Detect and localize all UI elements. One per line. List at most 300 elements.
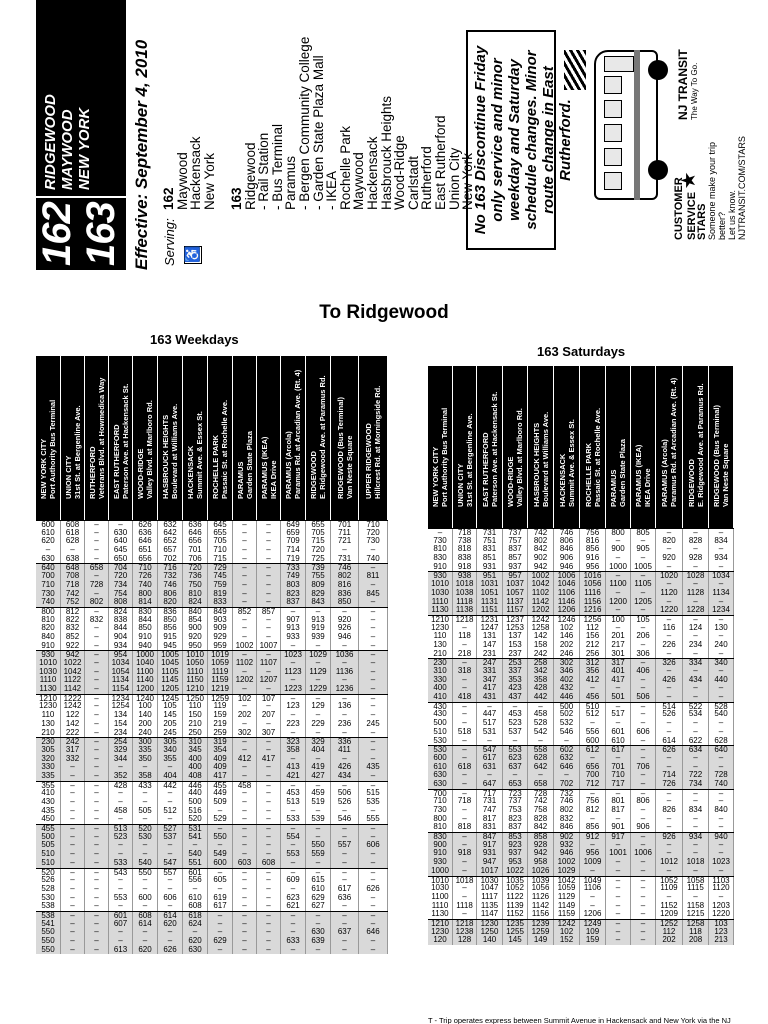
table-cell: – bbox=[331, 729, 359, 738]
route-place: RIDGEWOOD bbox=[42, 94, 59, 190]
table-cell: 234 bbox=[109, 729, 133, 738]
table-cell: 633 bbox=[281, 937, 306, 946]
table-cell: – bbox=[233, 763, 257, 772]
table-cell: – bbox=[554, 771, 580, 780]
table-cell: 658 bbox=[528, 780, 554, 789]
served-place: - IKEA bbox=[324, 170, 340, 210]
table-cell: 142 bbox=[528, 632, 554, 641]
table-row bbox=[36, 520, 388, 529]
table-cell: 645 bbox=[208, 521, 233, 529]
table-cell: – bbox=[606, 902, 631, 911]
table-cell: 358 bbox=[528, 676, 554, 685]
table-cell: 740 bbox=[133, 581, 158, 590]
table-cell: 820 bbox=[36, 624, 61, 633]
table-cell: – bbox=[606, 936, 631, 945]
table-cell: 818 bbox=[453, 823, 477, 832]
table-cell: 1040 bbox=[133, 659, 158, 668]
table-cell: 1218 bbox=[453, 616, 477, 624]
table-cell: 312 bbox=[580, 659, 606, 667]
table-cell: 555 bbox=[359, 815, 388, 824]
table-row bbox=[36, 711, 388, 720]
table-cell: 210 bbox=[428, 650, 453, 659]
table-cell: 1222 bbox=[61, 695, 85, 703]
table-cell: 513 bbox=[281, 798, 306, 807]
table-cell: 856 bbox=[580, 545, 606, 554]
table-cell: – bbox=[281, 608, 306, 616]
table-cell: – bbox=[631, 920, 656, 928]
table-cell: 332 bbox=[61, 755, 85, 764]
table-cell: 720 bbox=[183, 564, 208, 572]
table-cell: – bbox=[631, 737, 656, 746]
column-name: WOOD-RIDGE bbox=[136, 448, 145, 499]
table-cell: 630 bbox=[183, 946, 208, 955]
table-cell: – bbox=[158, 928, 183, 937]
table-cell: 1000 bbox=[606, 563, 631, 572]
table-cell: 646 bbox=[554, 763, 580, 772]
table-cell: 541 bbox=[183, 833, 208, 842]
table-cell: 953 bbox=[503, 858, 528, 867]
table-cell: – bbox=[331, 782, 359, 790]
table-row bbox=[36, 755, 388, 764]
table-cell: – bbox=[453, 815, 477, 824]
table-cell: – bbox=[631, 841, 656, 850]
table-cell: 824 bbox=[109, 608, 133, 616]
table-cell: – bbox=[233, 825, 257, 833]
column-sub: E. Ridgewood Ave. at Paramus Rd. bbox=[317, 375, 327, 499]
table-row bbox=[36, 868, 388, 877]
table-cell: – bbox=[61, 946, 85, 955]
table-cell: 210 bbox=[183, 720, 208, 729]
table-cell: 740 bbox=[36, 598, 61, 607]
column-sub: Paterson Ave. at Hackensack St. bbox=[120, 383, 129, 499]
table-cell: 1102 bbox=[528, 589, 554, 598]
table-cell: 1229 bbox=[306, 685, 331, 694]
table-cell: – bbox=[580, 815, 606, 824]
table-cell: 242 bbox=[61, 738, 85, 746]
table-row bbox=[428, 719, 734, 728]
timetable-body bbox=[36, 520, 388, 954]
table-cell: – bbox=[359, 711, 388, 720]
table-cell: 206 bbox=[631, 632, 656, 641]
table-cell: 347 bbox=[477, 676, 503, 685]
table-cell: 636 bbox=[133, 529, 158, 538]
table-cell: 423 bbox=[503, 684, 528, 693]
column-sub: Paterson Ave. at Hackensack St. bbox=[489, 391, 498, 507]
table-cell: – bbox=[257, 720, 281, 729]
table-cell: – bbox=[331, 912, 359, 920]
table-cell: 847 bbox=[477, 833, 503, 841]
table-cell: – bbox=[656, 815, 683, 824]
table-cell: – bbox=[606, 537, 631, 546]
table-cell: 1057 bbox=[503, 589, 528, 598]
table-cell: 1220 bbox=[656, 606, 683, 615]
table-cell: 1006 bbox=[631, 849, 656, 858]
table-cell: 1059 bbox=[208, 659, 233, 668]
served-place: Hackensack bbox=[364, 136, 380, 210]
table-cell: 229 bbox=[306, 720, 331, 729]
table-cell: – bbox=[61, 807, 85, 816]
table-cell: 610 bbox=[428, 763, 453, 772]
column-name: HACKENSACK bbox=[557, 453, 567, 507]
column-sub: Port Authority Bus Terminal bbox=[47, 399, 57, 499]
table-cell: 123 bbox=[709, 928, 734, 937]
table-cell: 453 bbox=[503, 710, 528, 719]
table-cell: – bbox=[606, 877, 631, 885]
table-cell: 942 bbox=[528, 563, 554, 572]
table-cell: – bbox=[453, 841, 477, 850]
table-cell: 430 bbox=[428, 710, 453, 719]
column-name: PARAMUS (IKEA) bbox=[259, 436, 269, 499]
table-cell: 1022 bbox=[503, 867, 528, 876]
table-cell: 400 bbox=[183, 755, 208, 764]
table-cell: 1237 bbox=[503, 616, 528, 624]
column-header bbox=[580, 366, 606, 528]
column-sub: Van Neste Square bbox=[720, 443, 730, 507]
table-row bbox=[36, 763, 388, 772]
table-row bbox=[36, 737, 388, 746]
stars-label: STARS bbox=[696, 203, 708, 240]
table-row bbox=[428, 571, 734, 580]
table-cell: 600 bbox=[580, 737, 606, 746]
table-cell: 510 bbox=[36, 850, 61, 859]
table-cell: 1047 bbox=[477, 884, 503, 893]
table-cell: 408 bbox=[183, 772, 208, 781]
table-cell: – bbox=[61, 937, 85, 946]
table-cell: 1123 bbox=[281, 668, 306, 677]
route-number: 163 bbox=[79, 202, 123, 266]
column-header bbox=[554, 366, 580, 528]
table-row bbox=[36, 555, 388, 564]
table-cell: 646 bbox=[183, 529, 208, 538]
table-cell: 358 bbox=[133, 772, 158, 781]
table-row bbox=[36, 781, 388, 790]
served-place: - Garden State Plaza Mall bbox=[310, 55, 326, 210]
table-cell: 330 bbox=[36, 763, 61, 772]
table-cell: 1122 bbox=[503, 893, 528, 902]
table-cell: 728 bbox=[528, 790, 554, 798]
table-cell: 1137 bbox=[503, 598, 528, 607]
table-cell: – bbox=[85, 668, 109, 677]
column-header bbox=[85, 356, 109, 520]
table-cell: 557 bbox=[331, 841, 359, 850]
table-cell: – bbox=[656, 728, 683, 737]
table-cell: 810 bbox=[428, 545, 453, 554]
table-cell: – bbox=[683, 598, 709, 607]
table-cell: 426 bbox=[656, 676, 683, 685]
column-sub: Valley Blvd. at Marlboro Rd. bbox=[144, 400, 154, 499]
table-cell: – bbox=[257, 825, 281, 833]
table-cell: – bbox=[331, 859, 359, 868]
table-cell: 900 bbox=[606, 545, 631, 554]
table-cell: 812 bbox=[61, 608, 85, 616]
table-cell: 513 bbox=[109, 825, 133, 833]
table-cell: 1102 bbox=[233, 659, 257, 668]
table-cell: 700 bbox=[580, 771, 606, 780]
table-cell: 626 bbox=[133, 521, 158, 529]
table-cell: – bbox=[683, 790, 709, 798]
table-row bbox=[428, 884, 734, 893]
table-cell: 1258 bbox=[528, 624, 554, 633]
table-cell: 558 bbox=[528, 746, 554, 754]
table-cell: – bbox=[61, 772, 85, 781]
table-cell: – bbox=[631, 815, 656, 824]
table-cell: – bbox=[257, 616, 281, 625]
table-cell: 446 bbox=[183, 782, 208, 790]
table-cell: 938 bbox=[453, 572, 477, 580]
table-cell: – bbox=[656, 667, 683, 676]
table-cell: 1230 bbox=[477, 920, 503, 928]
table-cell: 136 bbox=[331, 702, 359, 711]
table-cell: 608 bbox=[133, 912, 158, 920]
table-cell: 628 bbox=[709, 737, 734, 746]
table-cell: – bbox=[133, 876, 158, 885]
table-cell: – bbox=[208, 825, 233, 833]
table-cell: – bbox=[453, 858, 477, 867]
table-cell: 614 bbox=[158, 912, 183, 920]
wheel-icon bbox=[648, 60, 668, 80]
column-sub: Garden State Plaza bbox=[617, 439, 627, 507]
table-cell: – bbox=[606, 572, 631, 580]
cover-header bbox=[35, 0, 747, 270]
column-sub: Paramus Rd. at Arcadian Ave. (Rt. 4) bbox=[292, 369, 302, 499]
table-cell: 455 bbox=[208, 782, 233, 790]
table-cell: 254 bbox=[109, 738, 133, 746]
table-cell: 838 bbox=[453, 554, 477, 563]
table-cell: 526 bbox=[656, 710, 683, 719]
table-cell: 529 bbox=[208, 815, 233, 824]
table-cell: 453 bbox=[281, 789, 306, 798]
table-row bbox=[36, 694, 388, 703]
table-cell: 302 bbox=[233, 729, 257, 738]
table-row bbox=[36, 789, 388, 798]
table-cell: – bbox=[109, 937, 133, 946]
table-cell: – bbox=[61, 902, 85, 911]
table-row bbox=[428, 910, 734, 919]
table-cell: 546 bbox=[554, 728, 580, 737]
table-cell: 419 bbox=[306, 763, 331, 772]
table-row bbox=[428, 789, 734, 798]
table-cell: – bbox=[331, 902, 359, 911]
table-cell: 411 bbox=[331, 746, 359, 755]
table-cell: – bbox=[257, 902, 281, 911]
table-cell: 749 bbox=[281, 572, 306, 581]
saturday-title: 163 Saturdays bbox=[537, 344, 626, 359]
table-cell: 620 bbox=[36, 537, 61, 546]
table-cell: 623 bbox=[503, 754, 528, 763]
table-cell: 1002 bbox=[554, 858, 580, 867]
table-cell: – bbox=[580, 841, 606, 850]
table-cell: – bbox=[331, 642, 359, 651]
table-cell: 537 bbox=[503, 728, 528, 737]
table-cell: 1018 bbox=[453, 580, 477, 589]
table-cell: – bbox=[85, 859, 109, 868]
table-cell: – bbox=[109, 521, 133, 529]
table-cell: 856 bbox=[580, 823, 606, 832]
table-cell: 547 bbox=[158, 859, 183, 868]
table-cell: 150 bbox=[183, 711, 208, 720]
table-cell: – bbox=[183, 885, 208, 894]
table-cell: 1119 bbox=[208, 668, 233, 677]
table-cell: 802 bbox=[85, 598, 109, 607]
table-cell: 820 bbox=[158, 598, 183, 607]
table-cell: 917 bbox=[477, 841, 503, 850]
table-row bbox=[36, 668, 388, 677]
table-cell: 937 bbox=[503, 849, 528, 858]
table-cell: – bbox=[257, 685, 281, 694]
table-cell: 417 bbox=[606, 676, 631, 685]
table-cell: – bbox=[453, 641, 477, 650]
table-cell: 1259 bbox=[528, 928, 554, 937]
table-cell: 852 bbox=[61, 633, 85, 642]
table-cell: 1000 bbox=[133, 651, 158, 659]
table-cell: 814 bbox=[133, 598, 158, 607]
table-cell: – bbox=[683, 867, 709, 876]
column-name: PARAMUS bbox=[609, 469, 618, 507]
table-cell: – bbox=[683, 849, 709, 858]
table-cell: 702 bbox=[554, 780, 580, 789]
table-cell: 1045 bbox=[158, 659, 183, 668]
table-cell: 932 bbox=[554, 841, 580, 850]
table-cell: 630 bbox=[109, 529, 133, 538]
table-cell: 540 bbox=[133, 859, 158, 868]
table-cell: – bbox=[359, 738, 388, 746]
column-sub: Port Authority Bus Terminal bbox=[439, 407, 449, 507]
table-cell: 1126 bbox=[528, 893, 554, 902]
table-cell: 758 bbox=[528, 806, 554, 815]
table-cell: – bbox=[61, 885, 85, 894]
table-cell: – bbox=[158, 798, 183, 807]
table-cell: 201 bbox=[606, 632, 631, 641]
table-cell: 710 bbox=[36, 581, 61, 590]
route163-places bbox=[230, 37, 475, 210]
wheel-icon bbox=[648, 160, 668, 180]
table-cell: – bbox=[606, 867, 631, 876]
table-cell: 515 bbox=[359, 789, 388, 798]
table-cell: – bbox=[656, 790, 683, 798]
customer-service-label: CUSTOMER SERVICE bbox=[673, 177, 698, 240]
table-cell: 701 bbox=[183, 546, 208, 555]
table-cell: – bbox=[631, 537, 656, 546]
table-cell: 601 bbox=[109, 912, 133, 920]
table-cell: 622 bbox=[683, 737, 709, 746]
table-cell: 832 bbox=[61, 624, 85, 633]
table-cell: 742 bbox=[61, 590, 85, 599]
table-cell: 920 bbox=[183, 633, 208, 642]
table-cell: 427 bbox=[306, 772, 331, 781]
column-sub: Valley Blvd. at Marlboro Rd. bbox=[514, 408, 524, 507]
table-cell: 130 bbox=[709, 624, 734, 633]
table-cell: 510 bbox=[36, 859, 61, 868]
table-cell: – bbox=[631, 790, 656, 798]
table-cell: 1249 bbox=[580, 920, 606, 928]
table-cell: 541 bbox=[36, 920, 61, 929]
table-cell: 1255 bbox=[503, 928, 528, 937]
table-cell: – bbox=[85, 755, 109, 764]
table-cell: 219 bbox=[208, 720, 233, 729]
table-cell: 335 bbox=[36, 772, 61, 781]
table-cell: – bbox=[580, 867, 606, 876]
table-cell: – bbox=[85, 633, 109, 642]
table-row bbox=[36, 885, 388, 894]
table-cell: 437 bbox=[503, 693, 528, 702]
table-cell: – bbox=[257, 833, 281, 842]
table-cell: 1001 bbox=[606, 849, 631, 858]
table-cell: 840 bbox=[709, 806, 734, 815]
table-cell: – bbox=[61, 869, 85, 877]
table-row bbox=[428, 728, 734, 737]
table-cell: 527 bbox=[158, 825, 183, 833]
table-cell: – bbox=[528, 703, 554, 711]
table-row bbox=[428, 693, 734, 702]
table-cell: 112 bbox=[656, 928, 683, 937]
table-cell: 728 bbox=[85, 581, 109, 590]
table-cell: 923 bbox=[503, 841, 528, 850]
table-cell: 649 bbox=[281, 521, 306, 529]
table-cell: – bbox=[683, 719, 709, 728]
column-header bbox=[133, 356, 158, 520]
table-cell: 142 bbox=[61, 720, 85, 729]
table-cell: 512 bbox=[580, 710, 606, 719]
table-cell: 450 bbox=[36, 815, 61, 824]
table-cell: 110 bbox=[36, 711, 61, 720]
table-cell: 832 bbox=[554, 815, 580, 824]
table-cell: – bbox=[233, 789, 257, 798]
table-cell: 1157 bbox=[503, 606, 528, 615]
table-cell: 608 bbox=[61, 521, 85, 529]
table-cell: 103 bbox=[709, 920, 734, 928]
table-cell: 506 bbox=[331, 789, 359, 798]
table-cell: 918 bbox=[453, 563, 477, 572]
table-cell: – bbox=[683, 616, 709, 624]
table-row bbox=[36, 633, 388, 642]
column-name: HACKENSACK bbox=[186, 445, 195, 499]
table-cell: 331 bbox=[477, 667, 503, 676]
table-cell: 1242 bbox=[554, 920, 580, 928]
table-cell: 630 bbox=[36, 555, 61, 564]
table-cell: – bbox=[281, 807, 306, 816]
table-cell: 540 bbox=[183, 850, 208, 859]
table-cell: – bbox=[631, 719, 656, 728]
table-cell: 606 bbox=[359, 841, 388, 850]
table-cell: 306 bbox=[631, 650, 656, 659]
table-row bbox=[36, 902, 388, 911]
table-cell: 614 bbox=[133, 920, 158, 929]
table-cell: 833 bbox=[208, 598, 233, 607]
table-cell: 940 bbox=[133, 642, 158, 651]
table-row bbox=[428, 710, 734, 719]
table-cell: – bbox=[631, 910, 656, 919]
table-cell: 817 bbox=[477, 815, 503, 824]
table-cell: 1034 bbox=[709, 572, 734, 580]
timetable-header bbox=[36, 356, 388, 520]
table-cell: – bbox=[109, 876, 133, 885]
table-cell: 207 bbox=[257, 711, 281, 720]
table-cell: – bbox=[683, 545, 709, 554]
table-cell: 1239 bbox=[528, 920, 554, 928]
table-cell: – bbox=[709, 598, 734, 607]
column-name: RIDGEWOOD (Bus Terminal) bbox=[712, 405, 721, 507]
table-cell: 846 bbox=[554, 823, 580, 832]
table-cell: 240 bbox=[709, 641, 734, 650]
table-cell: – bbox=[208, 869, 233, 877]
table-row bbox=[428, 528, 734, 537]
column-sub: Passaic St. at Rochelle Ave. bbox=[219, 399, 229, 499]
table-cell: 434 bbox=[331, 772, 359, 781]
table-cell: 1023 bbox=[281, 651, 306, 659]
table-cell: – bbox=[528, 771, 554, 780]
table-cell: 601 bbox=[606, 728, 631, 737]
table-cell: – bbox=[257, 668, 281, 677]
